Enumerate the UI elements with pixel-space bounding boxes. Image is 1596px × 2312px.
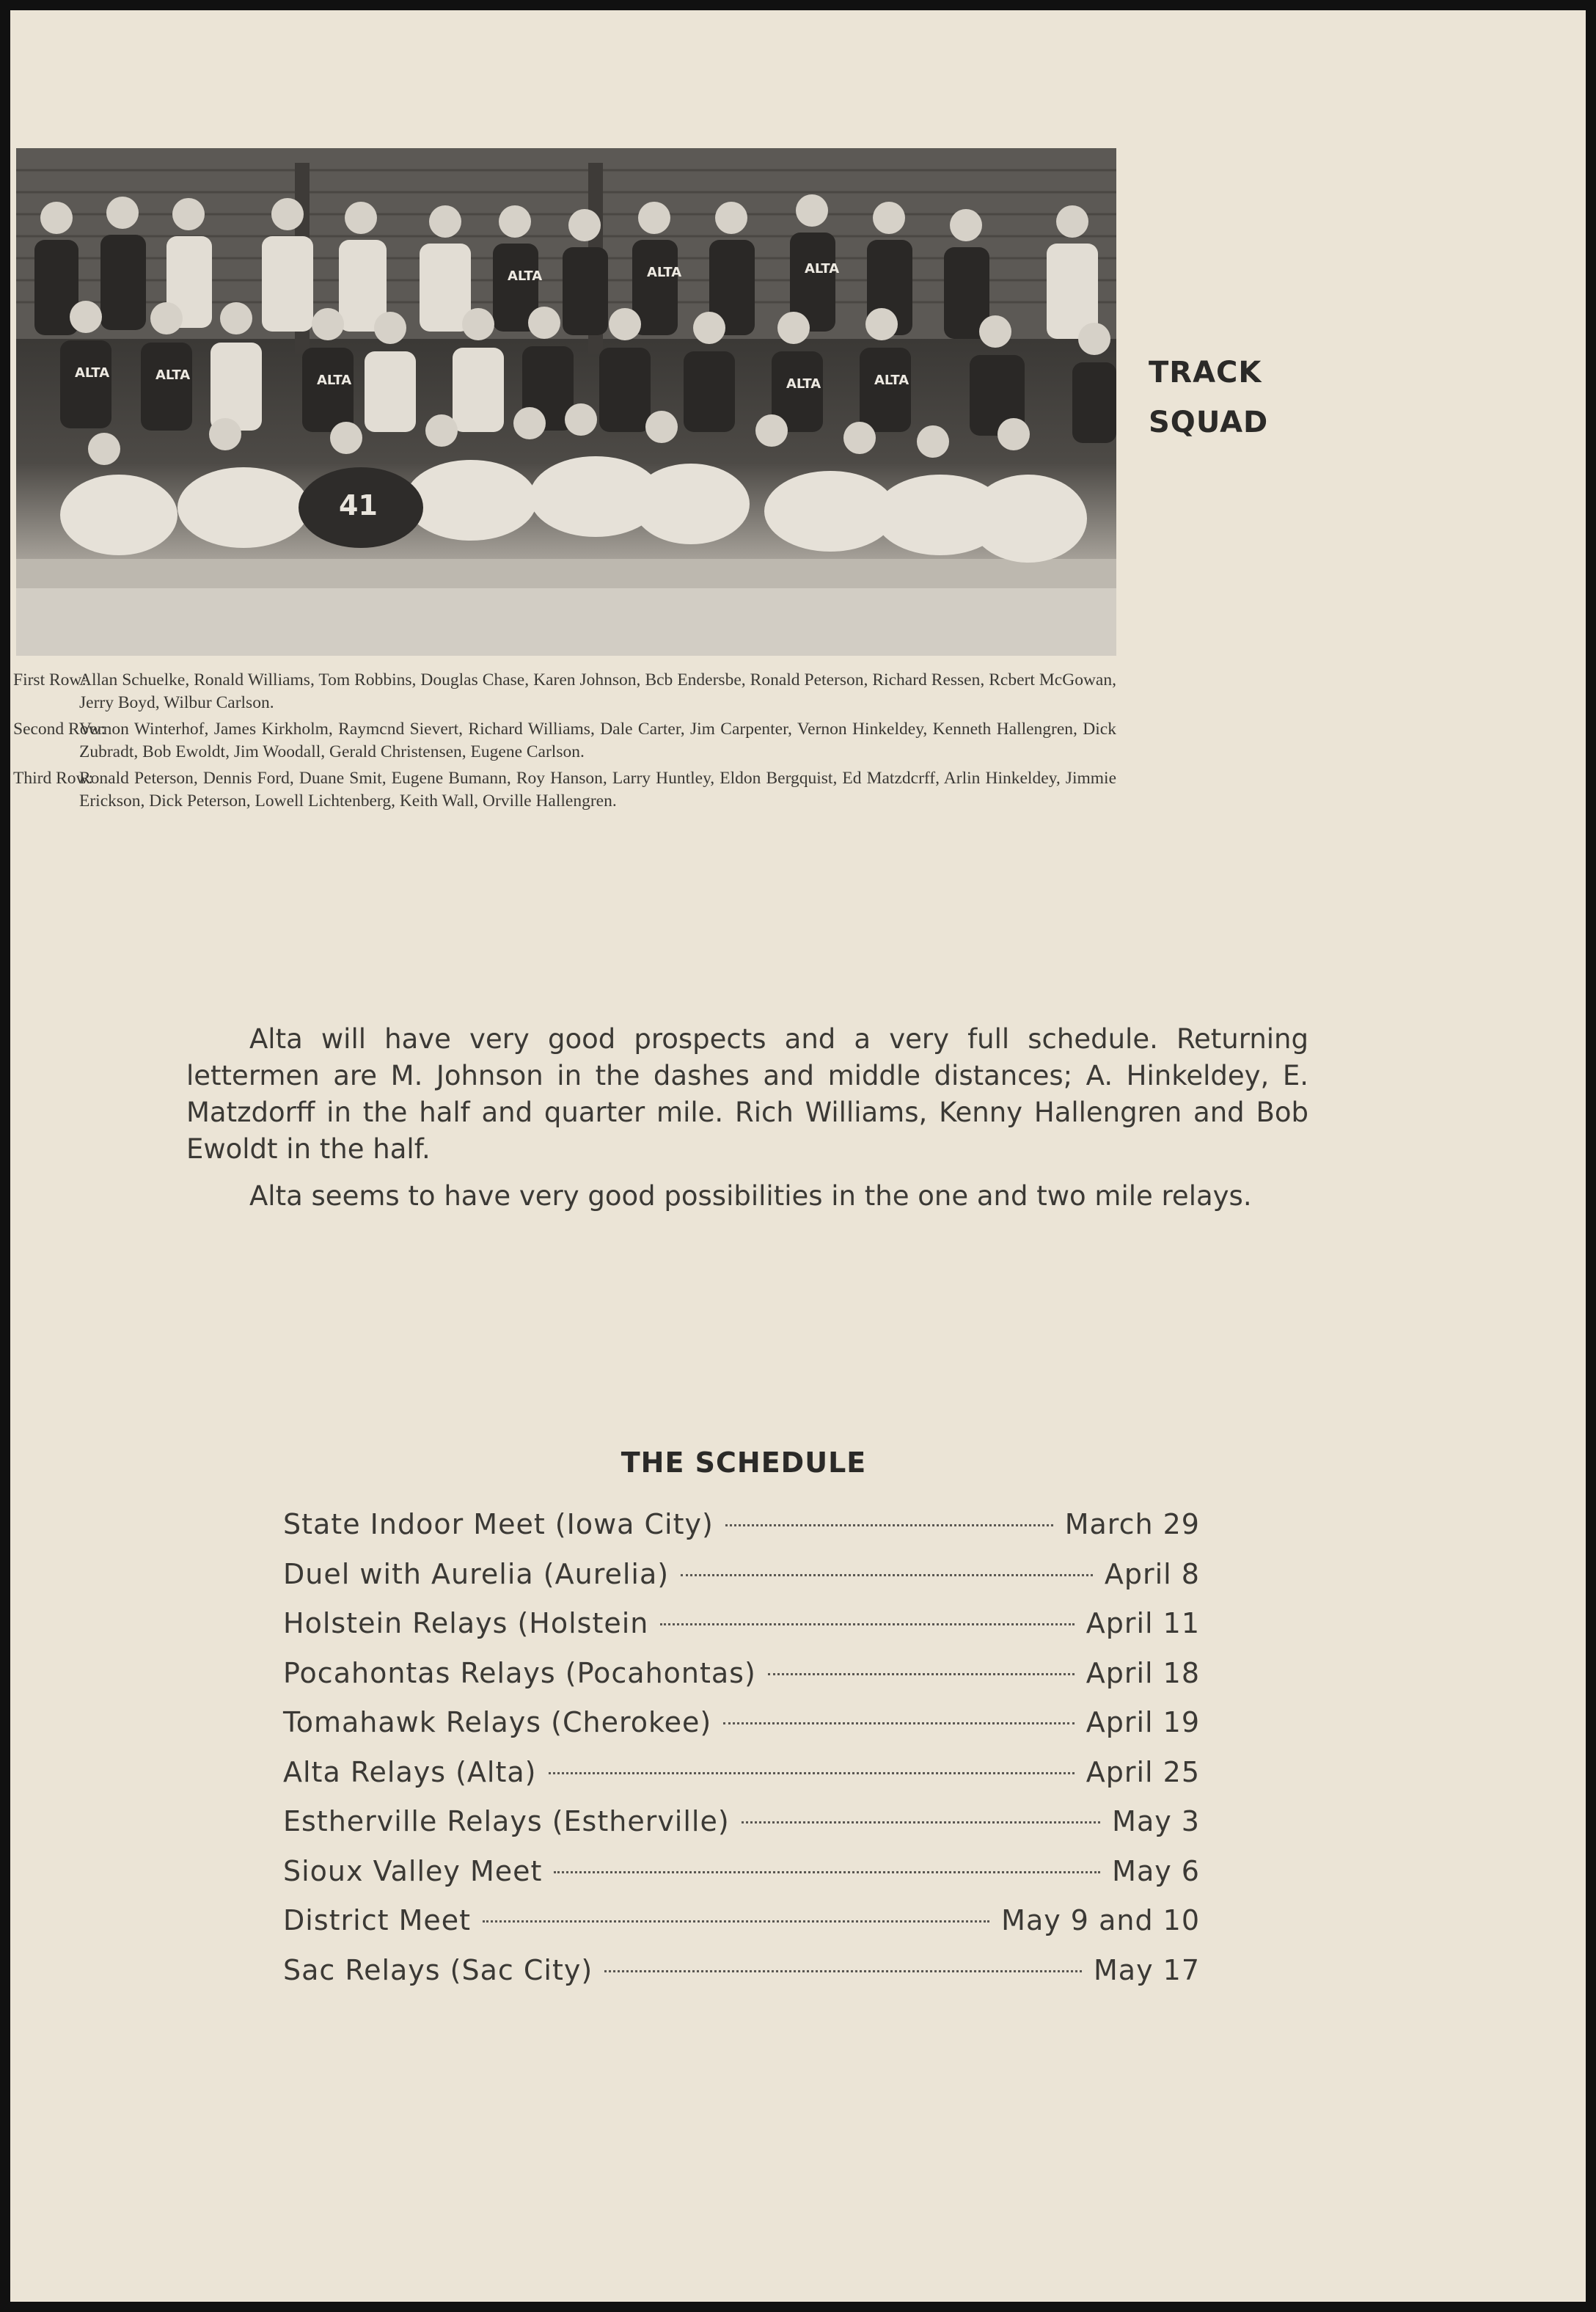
caption-row-names: Allan Schuelke, Ronald Williams, Tom Robbins, Douglas Chase, Karen Johnson, Bcb Endersbe, Ronald Peterson, Richard Ressen, Rcbert McGowan, Jerry Boyd, Wilbur Carlson. [79, 670, 1116, 712]
schedule-event: Duel with Aurelia (Aurelia) [283, 1557, 670, 1590]
body-paragraph: Alta will have very good prospects and a very full schedule. Returning lettermen are M. Johnson in the dashes and middle distances; A. Hinkeldey, E. Matzdorff in the half and quarter mile. Rich Williams, Kenny Hallengren and Bob Ewoldt in the half. [186, 1023, 1308, 1165]
side-title-line: TRACK [1149, 356, 1262, 389]
schedule-date: April 25 [1086, 1755, 1200, 1788]
photo-caption [13, 669, 1116, 816]
body-paragraph: Alta seems to have very good possibilities in the one and two mile relays. [249, 1180, 1252, 1212]
jersey-text: ALTA [805, 261, 840, 277]
schedule-date: March 29 [1064, 1508, 1200, 1540]
schedule-title: THE SCHEDULE [621, 1446, 867, 1479]
side-title [1149, 348, 1268, 447]
caption-row [13, 767, 1116, 813]
schedule-date: May 9 and 10 [1001, 1904, 1200, 1936]
caption-row-label: Second Row: [13, 720, 106, 739]
caption-row-names: Ronald Peterson, Dennis Ford, Duane Smit, Eugene Bumann, Roy Hanson, Larry Huntley, Eldon Bergquist, Ed Matzdcrff, Arlin Hinkeldey, Jimmie Erickson, Dick Peterson, Lowell Lichtenberg, Keith Wall, Orville Hallengren. [79, 769, 1116, 811]
jersey-text: ALTA [75, 365, 110, 381]
leader-dots [742, 1821, 1100, 1823]
jersey-number: 41 [339, 489, 378, 522]
schedule-date: April 8 [1104, 1557, 1200, 1590]
schedule-event: Tomahawk Relays (Cherokee) [283, 1706, 712, 1738]
schedule-row [283, 1508, 1200, 1558]
team-photo-illustration [16, 148, 1116, 656]
yearbook-page [10, 10, 1586, 2302]
schedule-event: District Meet [283, 1904, 472, 1936]
leader-dots [660, 1623, 1074, 1625]
side-title-line: SQUAD [1149, 406, 1269, 439]
leader-dots [768, 1673, 1075, 1675]
schedule-date: April 11 [1086, 1607, 1200, 1639]
caption-row [13, 718, 1116, 764]
schedule-date: May 17 [1094, 1953, 1200, 1986]
leader-dots [554, 1871, 1100, 1873]
schedule-row [283, 1855, 1200, 1905]
schedule-event: Sioux Valley Meet [283, 1854, 543, 1887]
caption-row-names: Vernon Winterhof, James Kirkholm, Raymcnd Sievert, Richard Williams, Dale Carter, Jim Carpenter, Vernon Hinkeldey, Kenneth Hallengren, Dick Zubradt, Bob Ewoldt, Jim Woodall, Gerald Christensen, Eugene Carlson. [79, 720, 1116, 761]
leader-dots [725, 1524, 1053, 1526]
caption-row-label: Third Row: [13, 769, 94, 788]
schedule-row [283, 1954, 1200, 2004]
schedule-row [283, 1706, 1200, 1756]
jersey-text: ALTA [155, 367, 191, 383]
leader-dots [681, 1574, 1093, 1576]
body-text [186, 1021, 1308, 1225]
leader-dots [549, 1772, 1075, 1774]
schedule-event: Pocahontas Relays (Pocahontas) [283, 1656, 756, 1689]
schedule-row [283, 1805, 1200, 1855]
schedule-row [283, 1756, 1200, 1806]
jersey-text: ALTA [874, 373, 909, 388]
schedule-date: May 6 [1112, 1854, 1200, 1887]
schedule-date: April 19 [1086, 1706, 1200, 1738]
schedule-event: State Indoor Meet (Iowa City) [283, 1508, 714, 1540]
schedule-date: April 18 [1086, 1656, 1200, 1689]
leader-dots [604, 1970, 1082, 1972]
leader-dots [483, 1920, 989, 1923]
jersey-text: ALTA [647, 265, 682, 280]
jersey-text: ALTA [786, 376, 821, 392]
schedule-row [283, 1558, 1200, 1608]
schedule-row [283, 1657, 1200, 1707]
track-squad-photo [16, 148, 1116, 656]
schedule-list [283, 1508, 1200, 2003]
leader-dots [723, 1722, 1074, 1724]
schedule-event: Estherville Relays (Estherville) [283, 1805, 730, 1837]
schedule-event: Sac Relays (Sac City) [283, 1953, 593, 1986]
jersey-text: ALTA [508, 268, 543, 284]
caption-row-label: First Row: [13, 670, 87, 689]
schedule-row [283, 1904, 1200, 1954]
schedule-date: May 3 [1112, 1805, 1200, 1837]
jersey-text: ALTA [317, 373, 352, 388]
schedule-event: Alta Relays (Alta) [283, 1755, 537, 1788]
schedule-row [283, 1607, 1200, 1657]
schedule-event: Holstein Relays (Holstein [283, 1607, 649, 1639]
caption-row [13, 669, 1116, 714]
